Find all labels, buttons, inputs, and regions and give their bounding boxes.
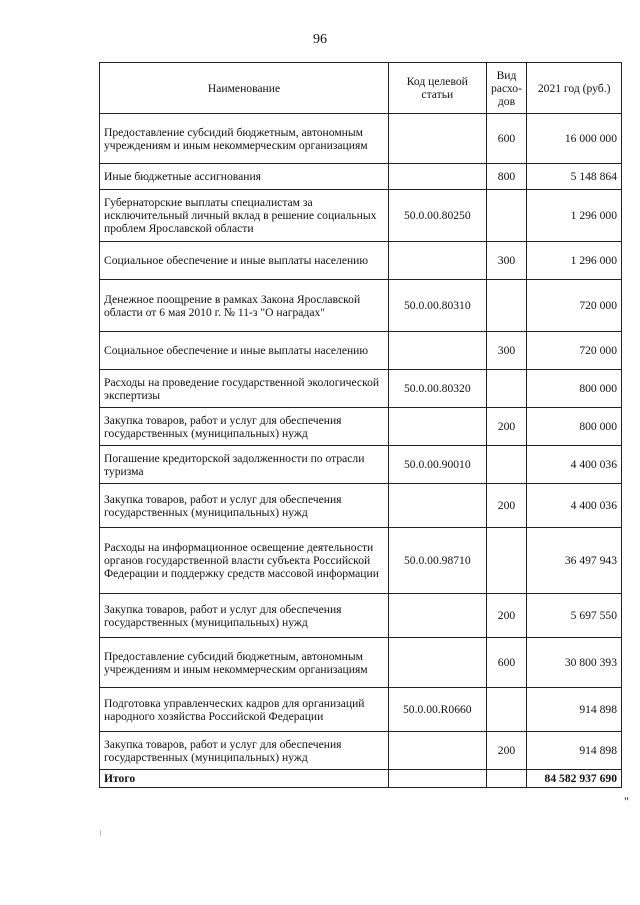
amount-cell: 1 296 000 xyxy=(527,242,622,280)
table-row xyxy=(100,732,622,770)
table-header-row xyxy=(100,63,622,114)
amount-cell: 5 148 864 xyxy=(527,164,622,190)
table-row xyxy=(100,484,622,528)
table-row xyxy=(100,370,622,408)
amount-cell: 720 000 xyxy=(527,280,622,332)
amount-cell: 5 697 550 xyxy=(527,594,622,638)
header-code: Код целевой статьи xyxy=(388,63,486,114)
code-cell: 50.0.00.80250 xyxy=(388,190,486,242)
amount-cell: 1 296 000 xyxy=(527,190,622,242)
code-cell: 50.0.00.80310 xyxy=(388,280,486,332)
code-cell xyxy=(388,638,486,688)
expense-type-cell xyxy=(486,370,527,408)
table-row xyxy=(100,408,622,446)
name-cell: Расходы на информационное освещение деятельности органов государственной власти субъекта Российской Федерации и поддержку средств массовой информации xyxy=(100,528,389,594)
amount-cell: 30 800 393 xyxy=(527,638,622,688)
expense-type-cell: 200 xyxy=(486,732,527,770)
code-cell xyxy=(388,408,486,446)
name-cell: Подготовка управленческих кадров для организаций народного хозяйства Российской Федерации xyxy=(100,688,389,732)
name-cell: Закупка товаров, работ и услуг для обеспечения государственных (муниципальных) нужд xyxy=(100,732,389,770)
code-cell xyxy=(388,242,486,280)
code-cell xyxy=(388,332,486,370)
name-cell: Закупка товаров, работ и услуг для обеспечения государственных (муниципальных) нужд xyxy=(100,408,389,446)
table-row xyxy=(100,688,622,732)
code-cell xyxy=(388,164,486,190)
table-row xyxy=(100,242,622,280)
amount-cell: 800 000 xyxy=(527,370,622,408)
expense-type-cell xyxy=(486,190,527,242)
name-cell: Погашение кредиторской задолженности по отрасли туризма xyxy=(100,446,389,484)
closing-quote: " xyxy=(624,794,629,808)
expense-type-cell: 600 xyxy=(486,638,527,688)
margin-mark xyxy=(100,830,101,836)
amount-cell: 720 000 xyxy=(527,332,622,370)
amount-cell: 4 400 036 xyxy=(527,446,622,484)
total-label: Итого xyxy=(100,770,389,788)
expense-type-cell xyxy=(486,280,527,332)
expense-type-cell: 200 xyxy=(486,484,527,528)
name-cell: Иные бюджетные ассигнования xyxy=(100,164,389,190)
amount-cell: 36 497 943 xyxy=(527,528,622,594)
code-cell: 50.0.00.R0660 xyxy=(388,688,486,732)
table-row xyxy=(100,280,622,332)
page-number: 96 xyxy=(313,32,327,47)
table-row xyxy=(100,594,622,638)
name-cell: Закупка товаров, работ и услуг для обеспечения государственных (муниципальных) нужд xyxy=(100,484,389,528)
table-row xyxy=(100,446,622,484)
name-cell: Социальное обеспечение и иные выплаты населению xyxy=(100,242,389,280)
total-row xyxy=(100,770,622,788)
table-row xyxy=(100,190,622,242)
name-cell: Социальное обеспечение и иные выплаты населению xyxy=(100,332,389,370)
code-cell: 50.0.00.98710 xyxy=(388,528,486,594)
amount-cell: 914 898 xyxy=(527,732,622,770)
amount-cell: 800 000 xyxy=(527,408,622,446)
expense-type-cell: 800 xyxy=(486,164,527,190)
budget-table xyxy=(99,62,622,788)
code-cell xyxy=(388,732,486,770)
amount-cell: 4 400 036 xyxy=(527,484,622,528)
name-cell: Губернаторские выплаты специалистам за исключительный личный вклад в решение социальных проблем Ярославской области xyxy=(100,190,389,242)
name-cell: Предоставление субсидий бюджетным, автономным учреждениям и иным некоммерческим организациям xyxy=(100,114,389,164)
code-cell: 50.0.00.90010 xyxy=(388,446,486,484)
name-cell: Расходы на проведение государственной экологической экспертизы xyxy=(100,370,389,408)
total-amount: 84 582 937 690 xyxy=(527,770,622,788)
expense-type-cell xyxy=(486,688,527,732)
table-row xyxy=(100,528,622,594)
total-type-cell xyxy=(486,770,527,788)
table-row xyxy=(100,164,622,190)
name-cell: Предоставление субсидий бюджетным, автономным учреждениям и иным некоммерческим организациям xyxy=(100,638,389,688)
header-amount-2021: 2021 год (руб.) xyxy=(527,63,622,114)
amount-cell: 16 000 000 xyxy=(527,114,622,164)
table-row xyxy=(100,114,622,164)
expense-type-cell: 300 xyxy=(486,242,527,280)
header-name: Наименование xyxy=(100,63,389,114)
code-cell: 50.0.00.80320 xyxy=(388,370,486,408)
name-cell: Закупка товаров, работ и услуг для обеспечения государственных (муниципальных) нужд xyxy=(100,594,389,638)
expense-type-cell: 200 xyxy=(486,408,527,446)
code-cell xyxy=(388,114,486,164)
name-cell: Денежное поощрение в рамках Закона Ярославской области от 6 мая 2010 г. № 11-з "О наградах" xyxy=(100,280,389,332)
expense-type-cell: 600 xyxy=(486,114,527,164)
table-row xyxy=(100,638,622,688)
amount-cell: 914 898 xyxy=(527,688,622,732)
expense-type-cell xyxy=(486,446,527,484)
expense-type-cell: 300 xyxy=(486,332,527,370)
expense-type-cell xyxy=(486,528,527,594)
code-cell xyxy=(388,594,486,638)
expense-type-cell: 200 xyxy=(486,594,527,638)
table-row xyxy=(100,332,622,370)
code-cell xyxy=(388,484,486,528)
total-code-cell xyxy=(388,770,486,788)
header-expense-type: Вид расхо-дов xyxy=(486,63,527,114)
